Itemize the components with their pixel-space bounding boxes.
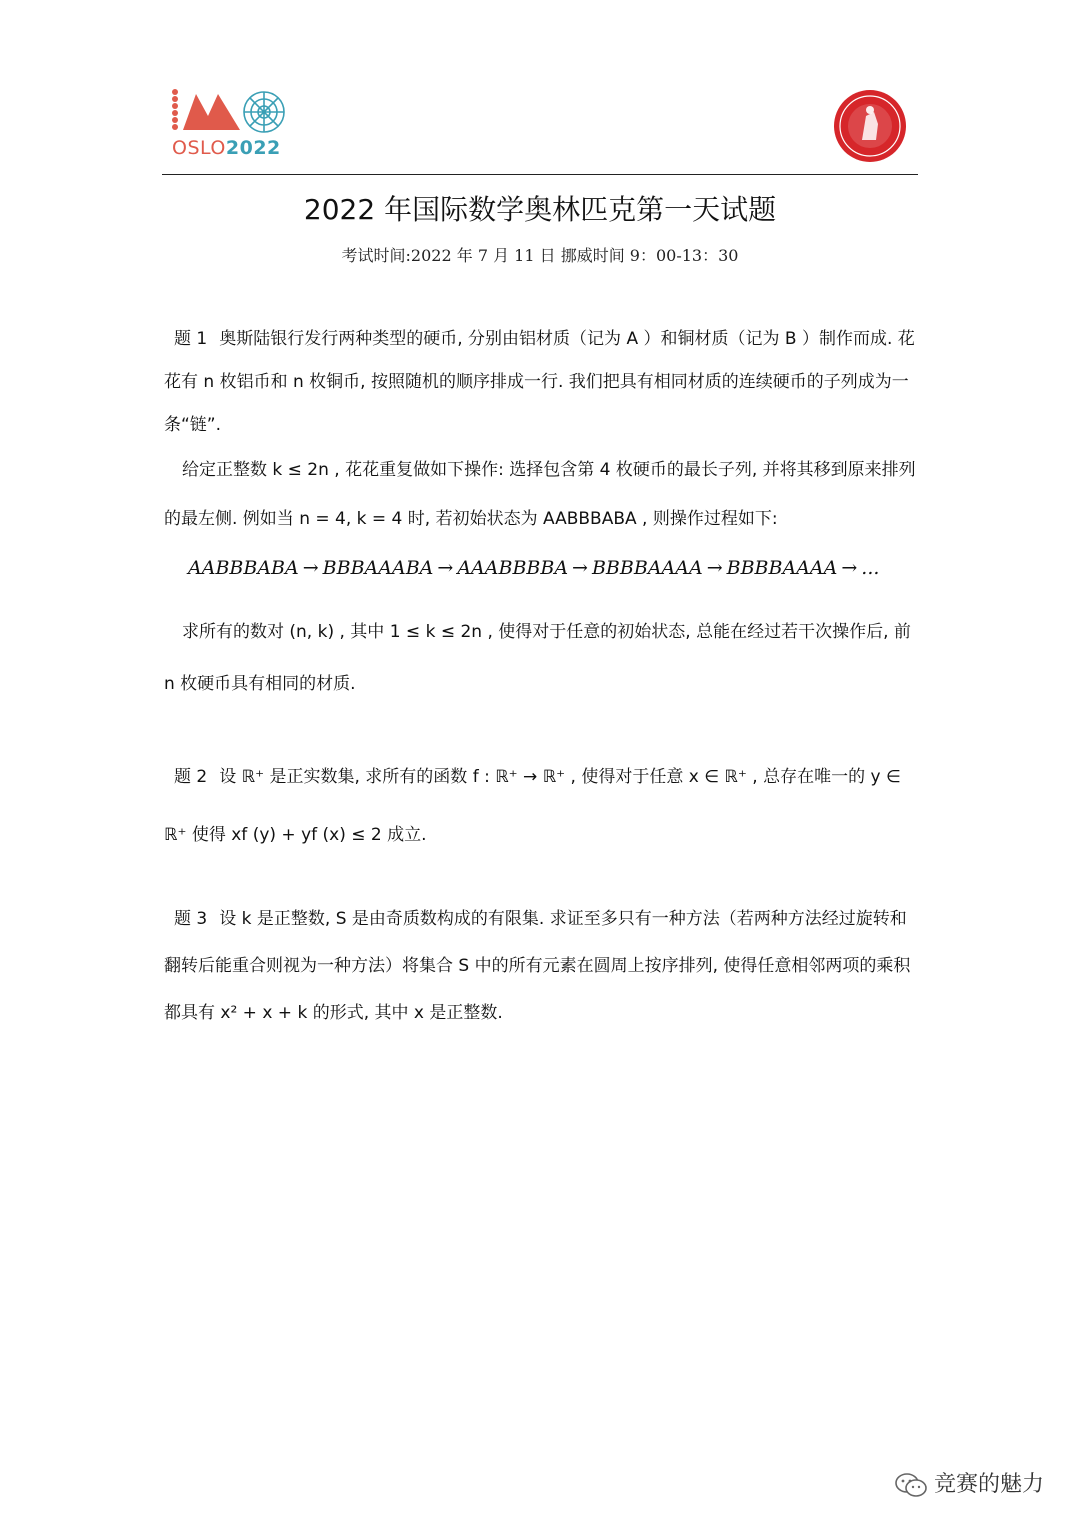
watermark-text: 竞赛的魅力 — [933, 1472, 1044, 1497]
arrow-icon: → — [437, 557, 454, 579]
chain-sequence — [188, 557, 879, 579]
arrow-icon: → — [572, 557, 588, 579]
wechat-icon — [894, 1471, 928, 1499]
exam-time: 考试时间:2022 年 7 月 11 日 挪威时间 9：00-13：30 — [341, 246, 739, 265]
problem-2-text: 设 ℝ⁺ 是正实数集, 求所有的函数 f : ℝ⁺ → ℝ⁺ , 使得对于任意 x ∈ ℝ⁺ , 总存在唯一的 y ∈ ℝ⁺ 使得 xf (y) + yf (x) ≤ 2 成立. — [164, 767, 901, 845]
problem-3-label: 题 3 — [174, 909, 208, 929]
chain-step: ... — [861, 557, 880, 579]
chain-step: BBBAAABA — [322, 557, 434, 579]
problem-3-text: 设 k 是正整数, S 是由奇质数构成的有限集. 求证至多只有一种方法（若两种方法经过旋转和翻转后能重合则视为一种方法）将集合 S 中的所有元素在圆周上按序排列, 使得任意相邻两项的乘积都具有 x² + x + k 的形式, 其中 x 是正整数. — [164, 909, 911, 1023]
logo-caption: OSLO2022 — [172, 137, 281, 159]
problem-3 — [164, 896, 916, 1037]
problem-2 — [164, 748, 916, 864]
chain-step: BBBBAAAA — [591, 557, 703, 579]
problem-1-question: 求所有的数对 (n, k) , 其中 1 ≤ k ≤ 2n , 使得对于任意的初始状态, 总能在经过若干次操作后, 前 n 枚硬币具有相同的材质. — [164, 622, 911, 694]
header-divider — [162, 174, 918, 175]
chain-step: AABBBABA — [188, 557, 299, 579]
problem-1-label: 题 1 — [174, 329, 208, 349]
problem-1-intro — [164, 318, 916, 447]
arrow-icon: → — [841, 557, 858, 579]
chain-step: BBBBAAAA — [726, 557, 838, 579]
problem-1-text: 奥斯陆银行发行两种类型的硬币, 分别由铝材质（记为 A ）和铜材质（记为 B ）制作而成. 花花有 n 枚铝币和 n 枚铜币, 按照随机的顺序排成一行. 我们把具有相同材质的连续硬币的子列成为一条“链”. — [164, 329, 915, 435]
problem-2-label: 题 2 — [174, 767, 208, 787]
university-seal — [832, 88, 908, 164]
problem-1-operation: 给定正整数 k ≤ 2n , 花花重复做如下操作: 选择包含第 4 枚硬币的最长子列, 并将其移到原来排列的最左侧. 例如当 n = 4, k = 4 时, 若初始状态为 AABBBABA , 则操作过程如下: — [164, 460, 916, 529]
arrow-icon: → — [302, 557, 319, 579]
watermark — [894, 1467, 1044, 1499]
chain-step: AAABBBBA — [457, 557, 569, 579]
page-title: 2022 年国际数学奥林匹克第一天试题 — [303, 193, 777, 226]
arrow-icon: → — [706, 557, 723, 579]
